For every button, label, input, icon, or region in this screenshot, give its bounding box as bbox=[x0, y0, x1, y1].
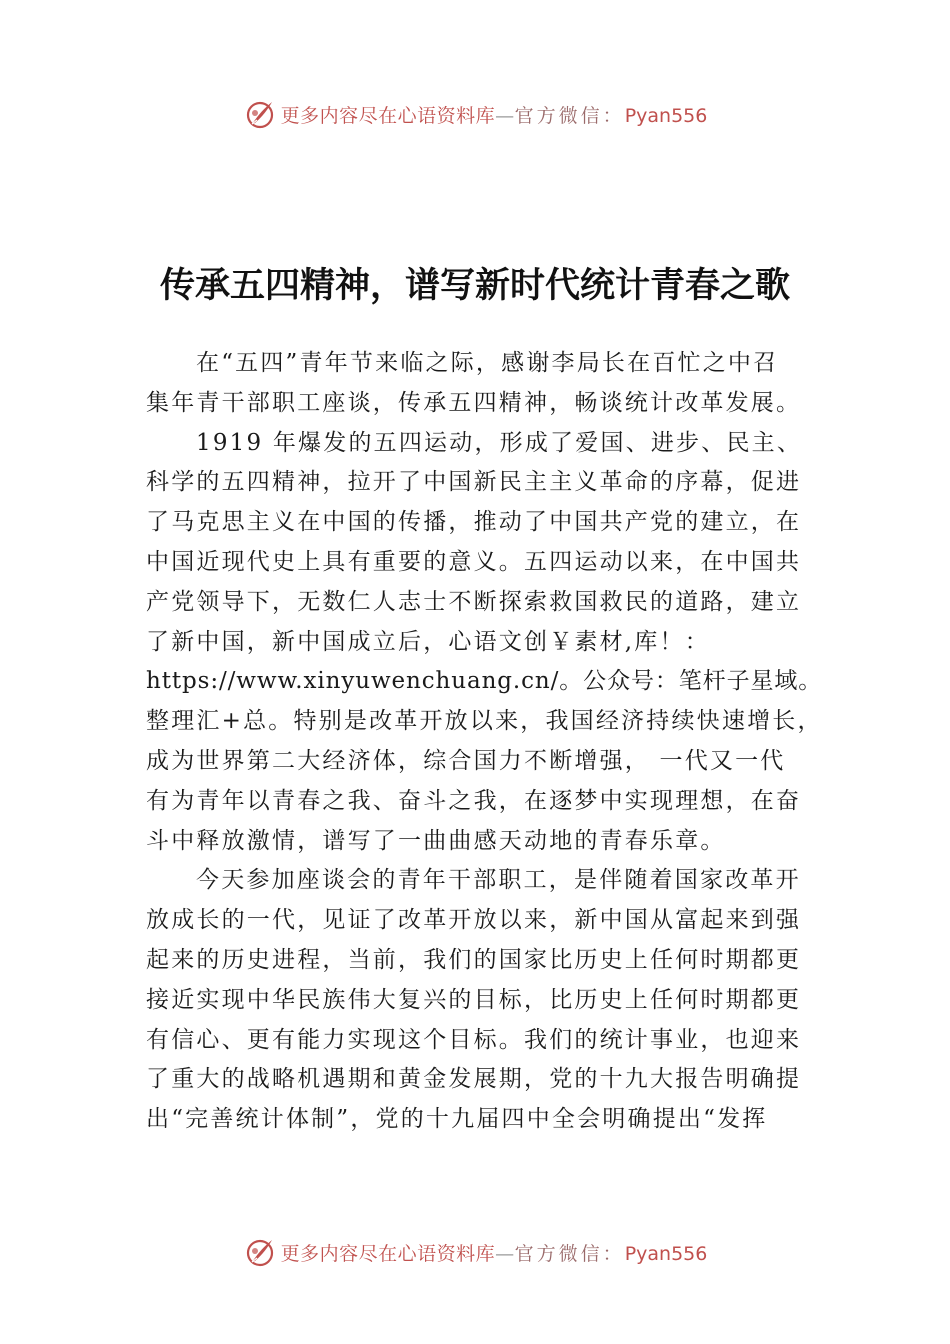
body-line: 了重大的战略机遇期和黄金发展期，党的十九大报告明确提 bbox=[146, 1066, 802, 1093]
body-line: 起来的历史进程，当前，我们的国家比历史上任何时期都更 bbox=[146, 946, 802, 973]
watermark-text bbox=[281, 101, 708, 128]
watermark-brand: 更多内容尽在心语资料库 bbox=[280, 104, 496, 127]
body-line: 斗中释放激情，谱写了一曲曲感天动地的青春乐章。 bbox=[146, 827, 726, 854]
watermark-wechat-id: Pyan556 bbox=[624, 104, 708, 127]
header-watermark bbox=[0, 94, 950, 134]
body-line: 科学的五四精神，拉开了中国新民主主义革命的序幕，促进 bbox=[146, 469, 802, 496]
body-line: 产党领导下，无数仁人志士不断探索救国救民的道路，建立 bbox=[146, 588, 802, 615]
watermark-wechat-label: 官方微信： bbox=[514, 1242, 625, 1265]
body-line: 了新中国，新中国成立后，心语文创￥素材,库！： bbox=[146, 628, 710, 655]
quill-pen-logo-icon bbox=[243, 97, 277, 131]
body-line: 了马克思主义在中国的传播，推动了中国共产党的建立，在 bbox=[146, 509, 802, 536]
watermark-wechat-label: 官方微信： bbox=[514, 104, 625, 127]
body-line: 集年青干部职工座谈，传承五四精神，畅谈统计改革发展。 bbox=[146, 389, 802, 416]
body-line: 中国近现代史上具有重要的意义。五四运动以来，在中国共 bbox=[146, 548, 802, 575]
body-line: 有信心、更有能力实现这个目标。我们的统计事业，也迎来 bbox=[146, 1026, 802, 1053]
body-line: 在“五四”青年节来临之际，感谢李局长在百忙之中召 bbox=[196, 350, 779, 376]
body-line: 放成长的一代，见证了改革开放以来，新中国从富起来到强 bbox=[146, 907, 802, 934]
quill-pen-logo-icon bbox=[243, 1235, 277, 1269]
watermark-text bbox=[281, 1239, 708, 1266]
body-line: 今天参加座谈会的青年干部职工，是伴随着国家改革开 bbox=[196, 867, 801, 894]
watermark-separator: — bbox=[495, 1242, 515, 1265]
body-line: 成为世界第二大经济体，综合国力不断增强， 一代又一代 bbox=[146, 747, 786, 774]
body-line: 1919 年爆发的五四运动，形成了爱国、进步、民主、 bbox=[196, 429, 803, 456]
footer-watermark bbox=[0, 1232, 950, 1272]
watermark-wechat-id: Pyan556 bbox=[624, 1242, 708, 1265]
watermark-brand: 更多内容尽在心语资料库 bbox=[280, 1242, 496, 1265]
document-title: 传承五四精神，谱写新时代统计青春之歌 bbox=[159, 266, 790, 306]
body-line: 有为青年以青春之我、奋斗之我，在逐梦中实现理想，在奋 bbox=[146, 787, 802, 814]
watermark-separator: — bbox=[495, 104, 515, 127]
body-line: 出“完善统计体制”，党的十九届四中全会明确提出“发挥 bbox=[146, 1106, 768, 1133]
body-line: 整理汇+总。特别是改革开放以来，我国经济持续快速增长， bbox=[146, 708, 823, 735]
body-line-url: https://www.xinyuwenchuang.cn/。公众号：笔杆子星域。 bbox=[146, 668, 823, 695]
body-line: 接近实现中华民族伟大复兴的目标，比历史上任何时期都更 bbox=[146, 986, 802, 1013]
document-body bbox=[146, 344, 823, 1140]
